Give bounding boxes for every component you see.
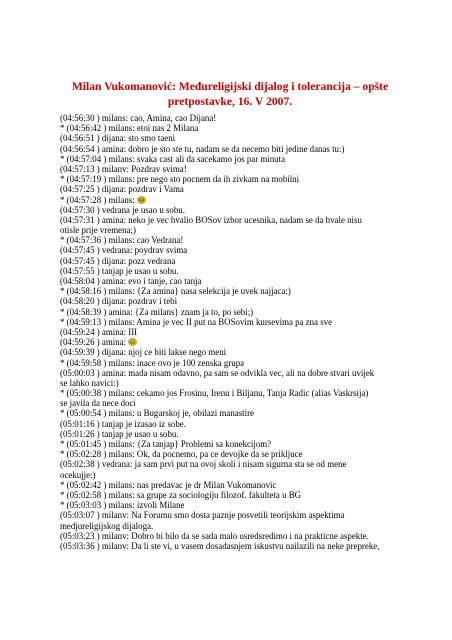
chat-line: (04:56:51 ) dijana: sto smo taeni (60, 133, 176, 144)
chat-line: * (04:58:39 ) amina: {Za milans} znam ja to, po sebi;) (60, 306, 254, 317)
chat-line: * (05:02:42 ) milans: nas predavac je dr Milan Vukomanovic (60, 479, 277, 490)
laughing-emoji-icon (128, 338, 137, 346)
chat-line: (04:57:45 ) vedrana: poydrav svima (60, 245, 188, 256)
chat-line: * (05:02:28 ) milans: Ok, da pocnemo, pa ce devojke da se prikljuce (60, 449, 303, 460)
chat-line: (05:02:38 ) vedrana: ja sam prvi put na ovoj skoli i nisam sigurna sta se od mene (60, 459, 347, 470)
title-line-1: Milan Vukomanović: Međureligijski dijalog i tolerancija – opšte (71, 80, 389, 93)
chat-line: * (04:57:36 ) milans: cao Vedrana! (60, 235, 184, 246)
chat-line: otisle prije vremena;) (60, 225, 136, 236)
chat-line: (04:58:04 ) amina: evo i tanje, cao tanja (60, 276, 202, 286)
chat-line: (05:00:03 ) amina: mada nisam odavno, pa sam se odvikla vec, ali na dobre stvari uvijek (60, 367, 375, 378)
chat-line: * (04:58:16 ) milans: {Za amina} nasa selekcija je uvek najjaca:) (60, 286, 291, 297)
document-title (60, 79, 400, 109)
chat-line: * (05:02:58 ) milans: sa grupe za sociologiju filozof. fakulteta u BG (60, 489, 302, 500)
chat-line: * (05:03:03 ) milans: izvoli Milane (60, 500, 185, 511)
chat-line: se javila da nece doci (60, 398, 136, 409)
chat-line-text: (04:59:26 ) amina: (60, 337, 127, 348)
chat-line: (05:03:07 ) milanv: Na Forumu smo dosta paznje posvetili teorijskim aspektima (60, 510, 345, 521)
chat-line: (04:57:31 ) amina: neko je vec hvalio BOSov izbor ucesnika, nadam se da hvale nisu (60, 214, 362, 225)
chat-line: (04:56:30 ) milans: cao, Amina, cao Dijana! (60, 113, 217, 123)
chat-line-with-emoji (60, 337, 400, 347)
chat-line: * (04:56:42 ) milans: etoi nas 2 Milana (60, 123, 199, 134)
chat-line: (05:03:36 ) milanv: Da li ste vi, u vasem dosadasnjem iskustvu nailazili na neke prepreke, (60, 540, 380, 551)
chat-line: (04:56:54 ) amina: dobro je sto ste tu, nadam se da necemo biti jedine danas tu:) (60, 143, 345, 154)
chat-line-with-emoji (60, 195, 400, 205)
chat-line: (04:59:24 ) amina: III (60, 326, 138, 337)
chat-line: * (04:57:19 ) milans: pre nego sto pocnem da ih zivkam na mobilni (60, 174, 300, 185)
chat-line: * (05:01:45 ) milans: {Za tanjap} Problemi sa konekcijom? (60, 439, 272, 449)
chat-line: * (04:59:13 ) milans: Amina je vec II put na BOSovim kursevima pa zna sve (60, 316, 333, 327)
chat-line: (04:57:55 ) tanjap je usao u sobu. (60, 265, 179, 276)
chat-line: * (05:00:38 ) milans: cekamo jos Frosinu, Irenu i Biljanu, Tanja Radic (alias Vaskrsija) (60, 388, 369, 399)
chat-line: (04:59:39 ) dijana: njoj ce biti lakse nego meni (60, 347, 227, 358)
chat-line: (05:03:23 ) milanv: Dobro bi bilo da se sada malo usredsredimo i na prakticne aspekte. (60, 530, 369, 541)
chat-log (60, 113, 400, 551)
chat-line: se lahko navici:) (60, 377, 119, 388)
grin-emoji-icon (137, 196, 146, 204)
chat-line: ocekujje:) (60, 469, 96, 480)
chat-line: medjureligijskog dijaloga. (60, 520, 154, 531)
chat-line: (04:57:30 ) vedrana je usao u sobu. (60, 204, 185, 215)
chat-line: * (04:59:58 ) milans: inace ovo je 100 zenska grupa (60, 357, 245, 368)
chat-line: (04:57:45 ) dijana: pozz vedrana (60, 255, 176, 266)
chat-line: (04:57:13 ) milanv: Pozdrav svima! (60, 163, 187, 174)
chat-line: (04:57:25 ) dijana: pozdrav i Vama (60, 184, 184, 195)
chat-line: * (04:57:04 ) milans: svaka cast ali da sacekamo jos par minuta (60, 153, 286, 164)
chat-line-text: * (04:57:28 ) milans: (60, 194, 135, 205)
chat-line: * (05:00:54 ) milans: u Bugarskoj je, obilazi manastire (60, 408, 254, 419)
chat-line: (04:58:20 ) dijana: pozdrav i tebi (60, 296, 178, 307)
chat-line: (05:01:26 ) tanjap je usao u sobu. (60, 428, 179, 439)
chat-line: (05:01:16 ) tanjap je izasao iz sobe. (60, 418, 186, 429)
title-line-2: pretpostavke, 16. V 2007. (167, 95, 293, 108)
